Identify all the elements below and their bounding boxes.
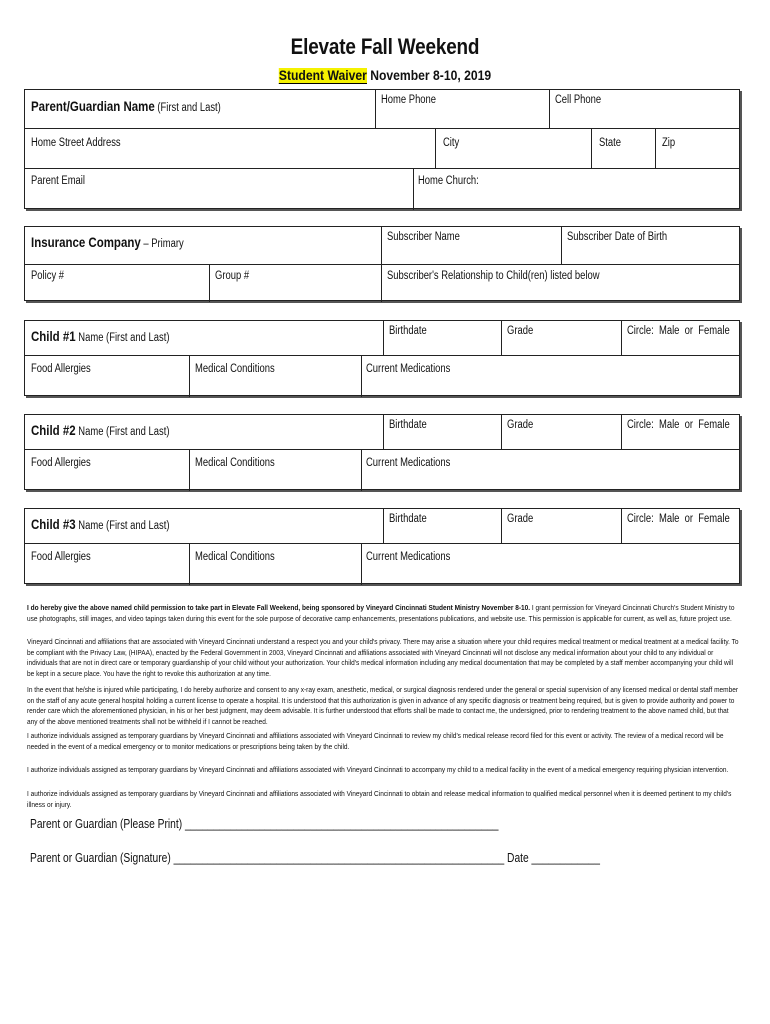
parent-name-hint: (First and Last) bbox=[154, 102, 221, 114]
child-birthdate-field[interactable]: Birthdate bbox=[389, 419, 427, 431]
waiver-paragraph-photo bbox=[27, 603, 741, 624]
signature-line[interactable]: Parent or Guardian (Signature) __________________________________________________________ Date ____________ bbox=[30, 851, 600, 865]
state-field[interactable]: State bbox=[599, 137, 622, 149]
child-gender-field bbox=[627, 419, 730, 431]
male-option[interactable]: Male bbox=[658, 513, 680, 525]
parent-name-label: Parent/Guardian Name bbox=[31, 98, 155, 114]
waiver-photo-release: I grant permission for Vineyard Cincinnati Church's Student Ministry to use photographs, still images, and video tapings taken during this event for the sole purpose of decorative camp enhancements, presentations publications, and website use. This permission is applicable for current, as well as, future project use. bbox=[27, 603, 735, 623]
current-medications-field[interactable]: Current Medications bbox=[366, 363, 451, 375]
subscriber-dob-field[interactable]: Subscriber Date of Birth bbox=[567, 231, 668, 243]
male-option[interactable]: Male bbox=[658, 419, 680, 431]
form-subtitle bbox=[39, 68, 732, 83]
subscriber-relationship-field[interactable]: Subscriber's Relationship to Child(ren) listed below bbox=[387, 270, 600, 282]
child-name-hint: Name (First and Last) bbox=[75, 520, 170, 532]
child-grade-field[interactable]: Grade bbox=[507, 325, 534, 337]
parent-email-field[interactable]: Parent Email bbox=[31, 175, 85, 187]
female-option[interactable]: Female bbox=[698, 419, 730, 431]
child-grade-field[interactable]: Grade bbox=[507, 419, 534, 431]
child-grade-field[interactable]: Grade bbox=[507, 513, 534, 525]
child-name-field[interactable] bbox=[31, 328, 169, 344]
male-option[interactable]: Male bbox=[658, 325, 680, 337]
circle-label: Circle: bbox=[627, 419, 654, 431]
food-allergies-field[interactable]: Food Allergies bbox=[31, 457, 91, 469]
food-allergies-field[interactable]: Food Allergies bbox=[31, 363, 91, 375]
city-field[interactable]: City bbox=[443, 137, 460, 149]
policy-number-field[interactable]: Policy # bbox=[31, 270, 65, 282]
cell-phone-field[interactable]: Cell Phone bbox=[555, 94, 602, 106]
waiver-paragraph-privacy: Vineyard Cincinnati and affiliations that are associated with Vineyard Cincinnati understand a respect you and your child's privacy. There may arise a situation where your child requires medical treatment or medical treatment at a medical facility. To be compliant with the Privacy Law, (HIPAA), enacted by the Federal Government in 2003, Vineyard Cincinnati and affiliations associated with Vineyard Cincinnati will not disclose any medical information about your child to any individual or individuals that are not in direct care or temporary guardianship of your child without your authorization. Your child's medical information including any medical documentation that may be completed by a staff member accompanying your child will be kept in a secure place. You have the right to revoke this authorization at any time. bbox=[27, 637, 739, 678]
child-1-section bbox=[24, 320, 740, 396]
subscriber-name-field[interactable]: Subscriber Name bbox=[387, 231, 460, 243]
insurance-company-field[interactable] bbox=[31, 234, 184, 250]
female-option[interactable]: Female bbox=[698, 513, 730, 525]
street-address-field[interactable]: Home Street Address bbox=[31, 137, 121, 149]
home-phone-field[interactable]: Home Phone bbox=[381, 94, 437, 106]
insurance-company-label: Insurance Company bbox=[31, 234, 141, 250]
medical-conditions-field[interactable]: Medical Conditions bbox=[195, 457, 275, 469]
waiver-permission-bold: I do hereby give the above named child permission to take part in Elevate Fall Weekend, being sponsored by Vineyard Cincinnati Student Ministry November 8-10. bbox=[27, 603, 531, 612]
female-option[interactable]: Female bbox=[698, 325, 730, 337]
child-2-section bbox=[24, 414, 740, 490]
form-title: Elevate Fall Weekend bbox=[290, 34, 480, 59]
medical-conditions-field[interactable]: Medical Conditions bbox=[195, 551, 275, 563]
current-medications-field[interactable]: Current Medications bbox=[366, 551, 451, 563]
child-name-hint: Name (First and Last) bbox=[75, 332, 170, 344]
child-label: Child #3 bbox=[31, 516, 76, 532]
circle-label: Circle: bbox=[627, 513, 654, 525]
print-name-line[interactable]: Parent or Guardian (Please Print) _______________________________________________________ bbox=[30, 817, 499, 831]
child-label: Child #2 bbox=[31, 422, 76, 438]
child-name-field[interactable] bbox=[31, 422, 169, 438]
waiver-paragraph-review: I authorize individuals assigned as temporary guardians by Vineyard Cincinnati and affiliations associated with Vineyard Cincinnati to review my child's medical release record filed for this event or activity. The review of a medical record will be needed in the event of a medical emergency or to monitor medications or prescriptions being taken by the child. bbox=[27, 731, 724, 751]
current-medications-field[interactable]: Current Medications bbox=[366, 457, 451, 469]
insurance-section bbox=[24, 226, 740, 301]
subtitle-date: November 8-10, 2019 bbox=[366, 68, 492, 83]
or-text: or bbox=[684, 513, 694, 525]
child-name-hint: Name (First and Last) bbox=[75, 426, 170, 438]
waiver-paragraph-release: I authorize individuals assigned as temporary guardians by Vineyard Cincinnati and affiliations associated with Vineyard Cincinnati to obtain and release medical information to qualified medical personnel when it is deemed pertinent to my child's illness or injury. bbox=[27, 789, 732, 809]
child-gender-field bbox=[627, 513, 730, 525]
waiver-paragraph-consent: In the event that he/she is injured while participating, I do hereby authorize and consent to any x-ray exam, anesthetic, medical, or surgical diagnosis rendered under the general or special supervision of any licensed medical or dental staff member on the staff of any acute general hospital holding a current license to operate a hospital. It is understood that this authorization is given in advance of any specific diagnosis or treatment being required, but is given to provide authority and power to render care which the aforementioned physician, in his or her best judgment, may deem advisable. It is further understood that efforts shall be made to contact me, the undersigned, prior to rendering treatment to the above named child, but that any of the above mentioned treatments shall not be withheld if I cannot be reached. bbox=[27, 685, 739, 726]
child-birthdate-field[interactable]: Birthdate bbox=[389, 325, 427, 337]
medical-conditions-field[interactable]: Medical Conditions bbox=[195, 363, 275, 375]
zip-field[interactable]: Zip bbox=[662, 137, 676, 149]
waiver-paragraph-accompany: I authorize individuals assigned as temporary guardians by Vineyard Cincinnati and affiliations associated with Vineyard Cincinnati to accompany my child to a medical facility in the event of a medical emergency requiring physician intervention. bbox=[27, 765, 729, 774]
child-label: Child #1 bbox=[31, 328, 76, 344]
child-gender-field bbox=[627, 325, 730, 337]
child-3-section bbox=[24, 508, 740, 584]
parent-section bbox=[24, 89, 740, 209]
circle-label: Circle: bbox=[627, 325, 654, 337]
food-allergies-field[interactable]: Food Allergies bbox=[31, 551, 91, 563]
insurance-company-hint: – Primary bbox=[140, 238, 184, 250]
child-name-field[interactable] bbox=[31, 516, 169, 532]
child-birthdate-field[interactable]: Birthdate bbox=[389, 513, 427, 525]
subtitle-highlight: Student Waiver bbox=[278, 68, 367, 83]
or-text: or bbox=[684, 419, 694, 431]
home-church-field[interactable]: Home Church: bbox=[418, 175, 479, 187]
parent-name-field[interactable] bbox=[31, 98, 221, 114]
or-text: or bbox=[684, 325, 694, 337]
group-number-field[interactable]: Group # bbox=[215, 270, 250, 282]
